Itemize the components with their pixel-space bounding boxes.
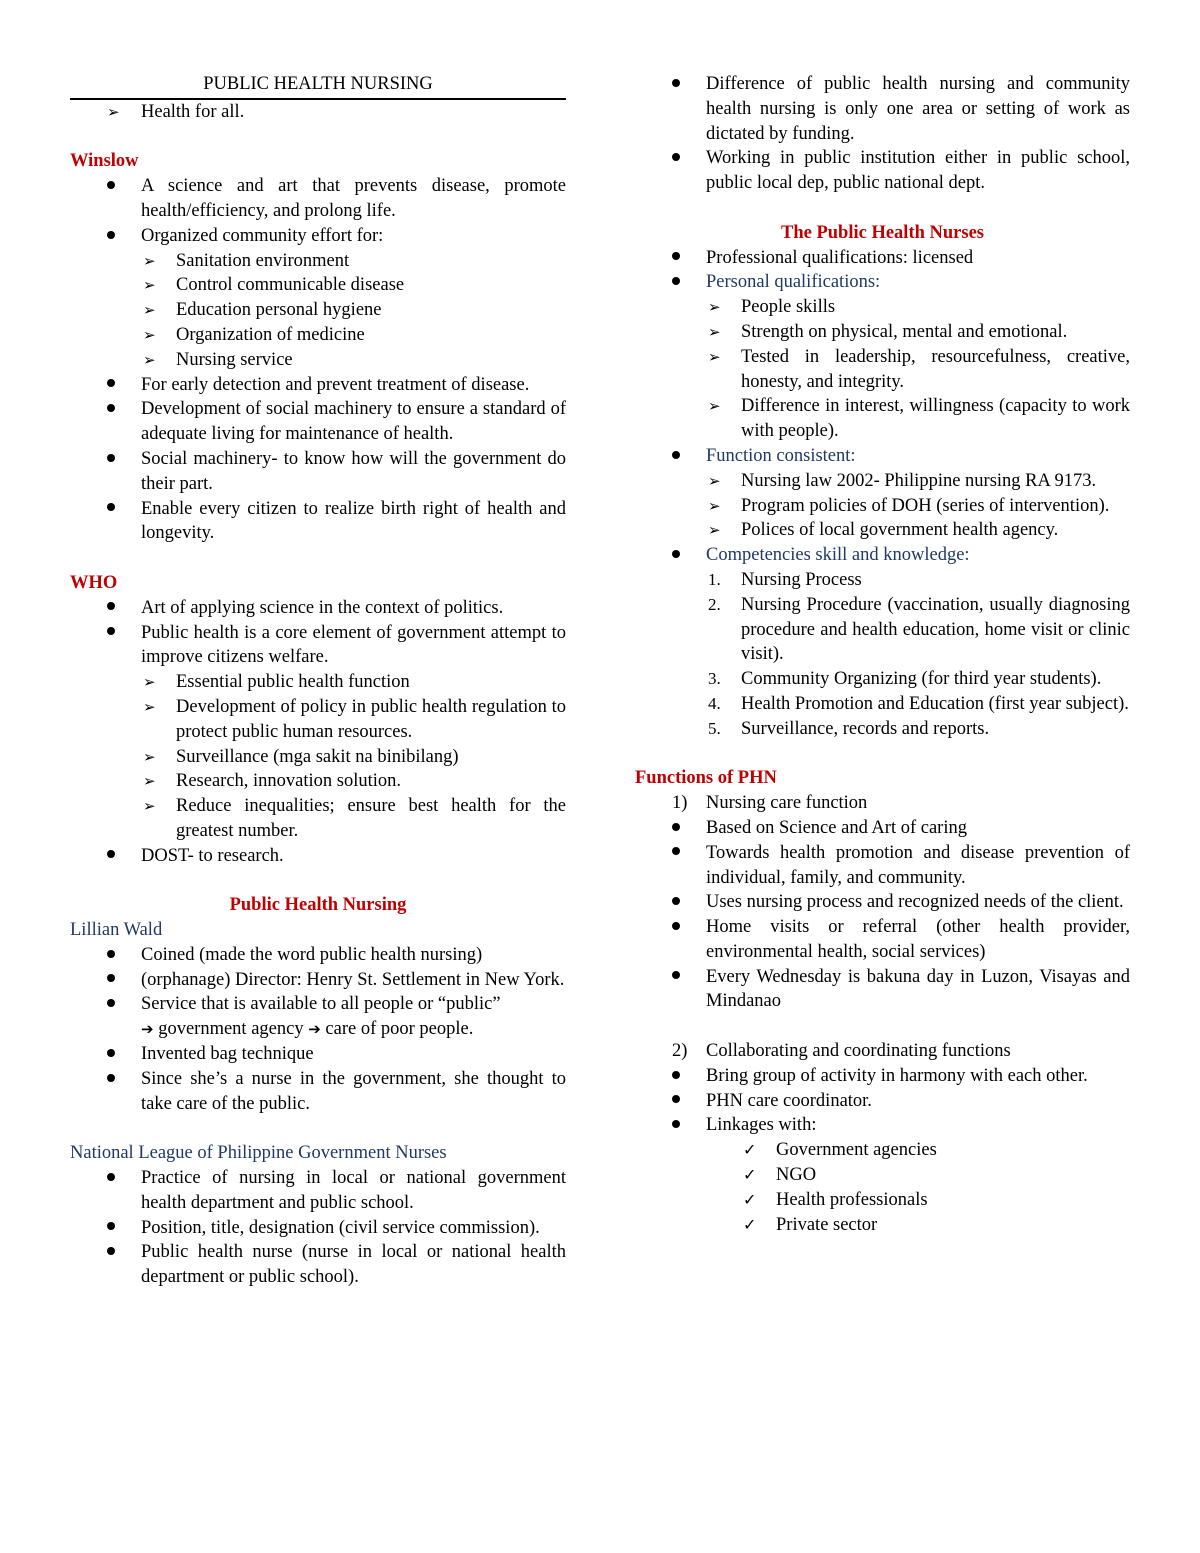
arrow-bullet-icon: ➢ — [143, 772, 156, 791]
bullet-icon — [70, 1216, 141, 1241]
bullet-icon — [70, 1166, 141, 1191]
arrow-bullet-icon: ➢ — [708, 496, 721, 515]
list-item: 5. Surveillance, records and reports. — [708, 718, 990, 739]
bullet-icon — [70, 1067, 141, 1092]
bullet-icon — [635, 444, 706, 469]
bullet-icon — [70, 497, 141, 522]
list-item: Linkages with: — [635, 1113, 1130, 1138]
arrow-bullet-icon: ➢ — [708, 521, 721, 540]
arrow-bullet-icon: ➢ — [143, 697, 156, 716]
section-heading-public-health-nursing: Public Health Nursing — [229, 895, 407, 916]
bullet-icon — [635, 890, 706, 915]
bullet-icon — [635, 1089, 706, 1114]
bullet-icon — [70, 373, 141, 398]
arrow-bullet-icon: ➢ — [708, 298, 721, 317]
section-heading-public-health-nurses: The Public Health Nurses — [781, 222, 984, 243]
list-item: Based on Science and Art of caring — [635, 816, 1130, 841]
list-item: ➢ Surveillance (mga sakit na binibilang) — [70, 745, 566, 770]
list-item: ➢ Education personal hygiene — [70, 298, 566, 323]
section-heading-winslow: Winslow — [70, 151, 139, 172]
bullet-icon — [635, 915, 706, 940]
list-item: Practice of nursing in local or national government health department and public school. — [70, 1166, 566, 1216]
arrow-bullet-icon: ➢ — [143, 797, 156, 816]
checkmark-icon: ✓ — [743, 1189, 757, 1209]
list-item: PHN care coordinator. — [635, 1089, 1130, 1114]
list-item: ➢ Sanitation environment — [70, 249, 566, 274]
list-item: A science and art that prevents disease, promote health/efficiency, and prolong life. — [70, 174, 566, 224]
checkmark-icon: ✓ — [743, 1140, 757, 1160]
list-item: DOST- to research. — [70, 844, 566, 869]
list-item: Uses nursing process and recognized needs of the client. — [635, 890, 1130, 915]
checkmark-icon: ✓ — [743, 1165, 757, 1185]
bullet-icon — [70, 1042, 141, 1067]
bullet-icon — [635, 1113, 706, 1138]
list-item: Service that is available to all people or “public” ➔ government agency ➔ care of poor people. — [70, 992, 566, 1042]
list-item: ✓ NGO — [635, 1163, 1130, 1188]
list-item: Public health is a core element of government attempt to improve citizens welfare. — [70, 621, 566, 671]
list-item: Difference of public health nursing and community health nursing is only one area or setting of work as dictated by funding. — [635, 72, 1130, 146]
list-item: 3. Community Organizing (for third year students). — [708, 669, 1102, 690]
list-item: ✓ Health professionals — [635, 1188, 1130, 1213]
list-item: Competencies skill and knowledge: — [635, 543, 1130, 568]
subheading-lillian-wald: Lillian Wald — [70, 920, 163, 941]
list-item: Every Wednesday is bakuna day in Luzon, Visayas and Mindanao — [635, 965, 1130, 1015]
list-item: 1. Nursing Process — [708, 569, 862, 590]
arrow-bullet-icon: ➢ — [708, 347, 721, 366]
right-arrow-icon: ➔ — [141, 1020, 154, 1039]
right-arrow-icon: ➔ — [308, 1020, 321, 1039]
bullet-icon — [635, 270, 706, 295]
list-item: 1) Nursing care function — [672, 793, 868, 814]
bullet-icon — [70, 844, 141, 869]
list-item: Bring group of activity in harmony with each other. — [635, 1064, 1130, 1089]
bullet-icon — [70, 968, 141, 993]
bullet-icon — [70, 174, 141, 199]
bullet-icon — [70, 992, 141, 1017]
list-item: ✓ Government agencies — [635, 1138, 1130, 1163]
list-item: ➢ Tested in leadership, resourcefulness, creative, honesty, and integrity. — [635, 345, 1130, 395]
list-item: Position, title, designation (civil service commission). — [70, 1216, 566, 1241]
bullet-icon — [635, 246, 706, 271]
arrow-bullet-icon: ➢ — [143, 350, 156, 369]
list-item: Working in public institution either in public school, public local dep, public national dept. — [635, 146, 1130, 196]
list-item: Coined (made the word public health nursing) — [70, 943, 566, 968]
arrow-bullet-icon: ➢ — [708, 322, 721, 341]
arrow-bullet-icon: ➢ — [143, 673, 156, 692]
bullet-icon — [70, 943, 141, 968]
section-heading-functions-of-phn: Functions of PHN — [635, 768, 777, 789]
list-item: ✓ Private sector — [635, 1213, 1130, 1238]
list-item: ➢ Nursing law 2002- Philippine nursing RA 9173. — [635, 469, 1130, 494]
arrow-bullet-icon: ➢ — [143, 251, 156, 270]
bullet-icon — [635, 965, 706, 990]
bullet-icon — [70, 397, 141, 422]
list-item: ➢ Organization of medicine — [70, 323, 566, 348]
list-item: ➢ Reduce inequalities; ensure best health for the greatest number. — [70, 794, 566, 844]
arrow-bullet-icon: ➢ — [143, 301, 156, 320]
bullet-icon — [635, 1064, 706, 1089]
document-title: PUBLIC HEALTH NURSING — [203, 74, 433, 94]
list-item: Function consistent: — [635, 444, 1130, 469]
list-item: 4. Health Promotion and Education (first year subject). — [708, 693, 1129, 714]
checkmark-icon: ✓ — [743, 1214, 757, 1234]
bullet-icon — [635, 816, 706, 841]
list-item: ➢ Control communicable disease — [70, 273, 566, 298]
right-column — [635, 72, 1130, 1237]
arrow-bullet-icon: ➢ — [143, 747, 156, 766]
bullet-icon — [70, 1240, 141, 1265]
list-item: Art of applying science in the context of politics. — [70, 596, 566, 621]
list-item: Organized community effort for: — [70, 224, 566, 249]
list-item: For early detection and prevent treatment of disease. — [70, 373, 566, 398]
arrow-bullet-icon: ➢ — [107, 102, 120, 121]
list-item: Invented bag technique — [70, 1042, 566, 1067]
list-item: Professional qualifications: licensed — [635, 246, 1130, 271]
list-item: ➢ Essential public health function — [70, 670, 566, 695]
list-item: Enable every citizen to realize birth right of health and longevity. — [70, 497, 566, 547]
list-item: ➢ Program policies of DOH (series of intervention). — [635, 494, 1130, 519]
list-item: ➢ Strength on physical, mental and emotional. — [635, 320, 1130, 345]
bullet-icon — [70, 447, 141, 472]
subheading-national-league: National League of Philippine Government Nurses — [70, 1143, 447, 1164]
bullet-icon — [635, 841, 706, 866]
list-item: Development of social machinery to ensure a standard of adequate living for maintenance of health. — [70, 397, 566, 447]
bullet-icon — [70, 596, 141, 621]
list-item: ➢ Difference in interest, willingness (capacity to work with people). — [635, 394, 1130, 444]
list-item: Public health nurse (nurse in local or national health department or public school). — [70, 1240, 566, 1290]
arrow-bullet-icon: ➢ — [143, 276, 156, 295]
list-item: (orphanage) Director: Henry St. Settlement in New York. — [70, 968, 566, 993]
bullet-icon — [70, 621, 141, 646]
list-item: ➢ Development of policy in public health regulation to protect public human resources. — [70, 695, 566, 745]
list-item: ➢ Polices of local government health agency. — [635, 518, 1130, 543]
bullet-icon — [635, 72, 706, 97]
list-item: Since she’s a nurse in the government, she thought to take care of the public. — [70, 1067, 566, 1117]
list-item: 2) Collaborating and coordinating functions — [672, 1041, 1011, 1062]
list-item: ➢ People skills — [635, 295, 1130, 320]
arrow-bullet-icon: ➢ — [143, 325, 156, 344]
list-item: 2. Nursing Procedure (vaccination, usually diagnosing procedure and health education, home visit or clinic visit). — [708, 594, 1130, 665]
list-item: Towards health promotion and disease prevention of individual, family, and community. — [635, 841, 1130, 891]
list-item: Home visits or referral (other health provider, environmental health, social services) — [635, 915, 1130, 965]
arrow-bullet-icon: ➢ — [708, 471, 721, 490]
list-item: ➢ Health for all. — [70, 100, 566, 125]
section-heading-who: WHO — [70, 572, 118, 593]
bullet-icon — [635, 543, 706, 568]
left-column — [70, 72, 566, 1290]
bullet-icon — [635, 146, 706, 171]
list-item: Social machinery- to know how will the government do their part. — [70, 447, 566, 497]
arrow-bullet-icon: ➢ — [708, 397, 721, 416]
list-item: Personal qualifications: — [635, 270, 1130, 295]
bullet-icon — [70, 224, 141, 249]
list-item: ➢ Research, innovation solution. — [70, 769, 566, 794]
list-item: ➢ Nursing service — [70, 348, 566, 373]
